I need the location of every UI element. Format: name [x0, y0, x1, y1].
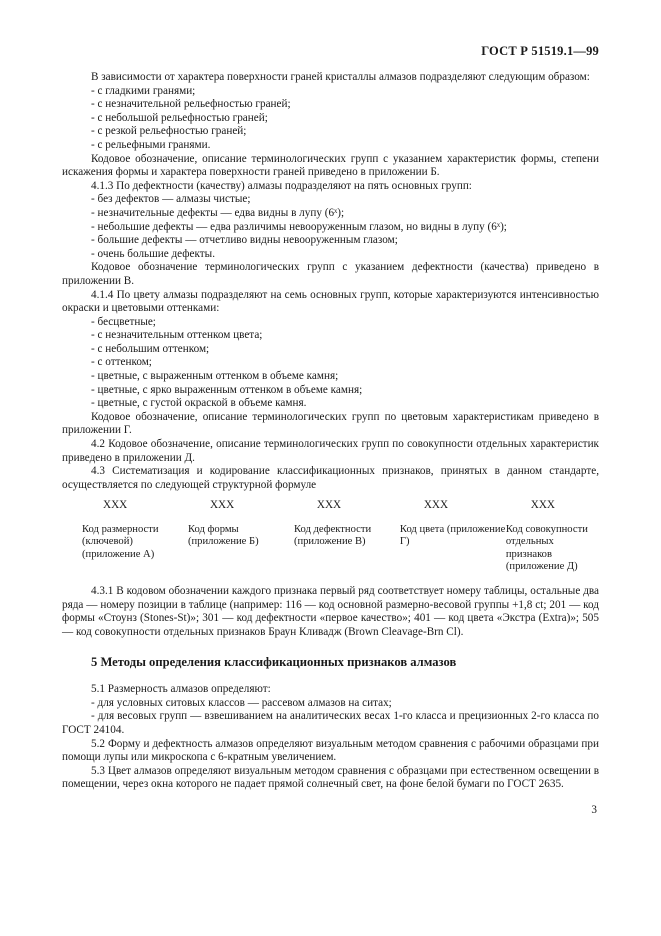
formula-code: XXX — [530, 499, 555, 512]
list-item: - небольшие дефекты — едва различимы невооруженным глазом, но видны в лупу (6ˣ); — [91, 220, 507, 233]
list-item: - с небольшой рельефностью граней; — [91, 111, 268, 124]
formula-code: XXX — [316, 499, 342, 512]
paragraph-surface-intro: В зависимости от характера поверхности граней кристаллы алмазов подразделяют следующим образом: — [91, 71, 590, 83]
list-item: - цветные, с выраженным оттенком в объеме камня; — [91, 370, 339, 383]
paragraph-shape-code: Кодовое обозначение, описание терминологических групп с указанием характеристик формы, степени искажения формы и характера поверхности граней приведено в приложении Б. — [62, 152, 599, 179]
formula-legend-item: Код совокупности отдельных признаков (приложение Д) — [505, 524, 588, 572]
paragraph-4-1-3: 4.1.3 По дефектности (качеству) алмазы подразделяют на пять основных групп: — [91, 179, 472, 192]
formula-code: XXX — [209, 499, 235, 512]
list-item: - для весовых групп — взвешиванием на аналитических весах 1-го класса и прецизионных 2-го класса по ГОСТ 24104. — [62, 710, 599, 736]
paragraph-4-1-4: 4.1.4 По цвету алмазы подразделяют на семь основных групп, которые характеризуются интенсивностью окраски и цветовыми оттенками: — [62, 288, 599, 315]
formula-legend-item: Код формы (приложение Б) — [187, 524, 259, 548]
list-item: - с гладкими гранями; — [91, 84, 196, 97]
list-item: - бесцветные; — [91, 315, 156, 328]
paragraph-defect-code: Кодовое обозначение терминологических групп с указанием дефектности (качества) приведено в приложении В. — [62, 261, 599, 287]
paragraph-5-1: 5.1 Размерность алмазов определяют: — [91, 683, 271, 696]
list-item: - незначительные дефекты — едва видны в лупу (6ˣ); — [91, 206, 345, 219]
formula-code: XXX — [423, 499, 449, 512]
paragraph-5-3: 5.3 Цвет алмазов определяют визуальным методом сравнения с образцами при естественном освещении в помещении, через окна которого не падает прямой солнечный свет, на фоне белой бумаги по ГОСТ 2635. — [62, 764, 599, 791]
formula-legend-item: Код размерности (ключевой) (приложение А) — [82, 524, 159, 560]
page-number: 3 — [591, 804, 597, 816]
list-item: - с незначительной рельефностью граней; — [91, 98, 291, 111]
formula-code: XXX — [103, 499, 128, 512]
structural-formula-codes — [62, 499, 599, 513]
list-item: - с оттенком; — [91, 356, 152, 369]
paragraph-5-2: 5.2 Форму и дефектность алмазов определяют визуальным методом сравнения с рабочими образцами при помощи лупы или микроскопа с 6-кратным увеличением. — [62, 737, 599, 764]
paragraph-4-3: 4.3 Систематизация и кодирование классификационных признаков, принятых в данном стандарте, осуществляется по следующей структурной формуле — [62, 465, 599, 491]
list-item: - без дефектов — алмазы чистые; — [91, 193, 251, 206]
list-item: - для условных ситовых классов — рассевом алмазов на ситах; — [91, 696, 392, 709]
structural-formula-legend — [62, 524, 599, 573]
paragraph-color-code: Кодовое обозначение, описание терминологических групп по цветовым характеристикам приведено в приложении Г. — [62, 410, 599, 437]
list-item: - очень большие дефекты. — [91, 247, 215, 260]
list-item: - с резкой рельефностью граней; — [91, 125, 247, 138]
formula-legend-item: Код дефектности (приложение В) — [293, 524, 372, 548]
standard-header: ГОСТ Р 51519.1—99 — [481, 44, 599, 58]
list-item: - большие дефекты — отчетливо видны невооруженным глазом; — [91, 234, 398, 247]
paragraph-4-2: 4.2 Кодовое обозначение, описание терминологических групп по совокупности отдельных характеристик приведено в приложении Д. — [62, 438, 599, 464]
list-item: - с небольшим оттенком; — [91, 342, 210, 355]
list-item: - цветные, с ярко выраженным оттенком в объеме камня; — [91, 383, 363, 396]
list-item: - с рельефными гранями. — [91, 138, 211, 151]
paragraph-4-3-1: 4.3.1 В кодовом обозначении каждого признака первый ряд соответствует номеру таблицы, остальные два ряда — номеру позиции в таблице (например: 116 — код основной размерно-весовой группы +1,8 ct; 201 — код формы «Стоунз (Stones-St)»; 301 — код дефектности «первое качество»; 401 — код цвета «Экстра (Extra)»; 505 — код совокупности отдельных признаков Браун Кливадж (Brown Cleavage-Brn Cl). — [62, 585, 599, 638]
section-5-title: 5 Методы определения классификационных признаков алмазов — [91, 654, 457, 669]
document-body — [62, 71, 599, 792]
list-item: - цветные, с густой окраской в объеме камня. — [91, 397, 307, 410]
list-item: - с незначительным оттенком цвета; — [91, 329, 263, 342]
formula-legend-item: Код цвета (приложение Г) — [399, 524, 506, 548]
